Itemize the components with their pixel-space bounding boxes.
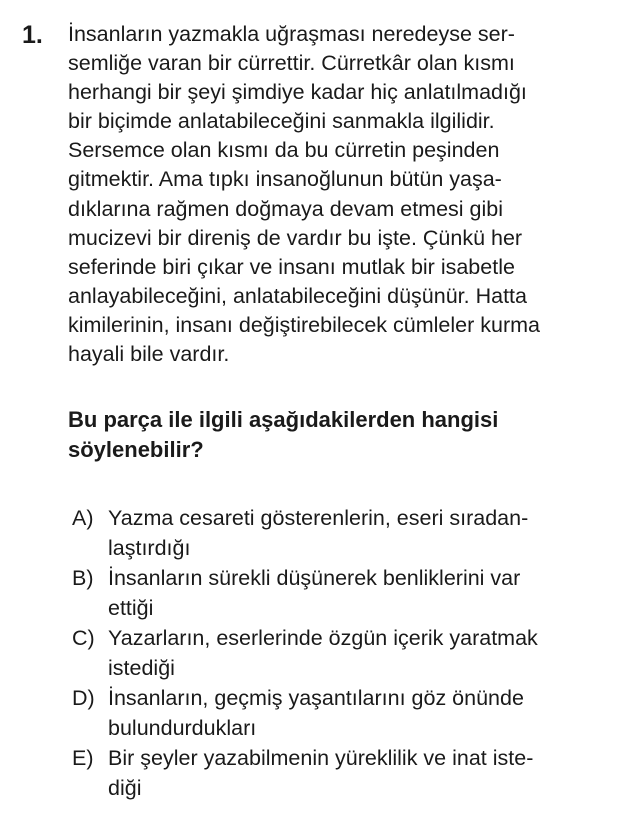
option-line: İnsanların, geçmiş yaşantılarını göz önünde [108,686,524,710]
option-letter: D) [72,686,95,710]
option-text [108,503,632,563]
option-letter: A) [72,506,94,530]
option-text [108,563,632,623]
passage-line: bir biçimde anlatabileceğini sanmakla ilgilidir. [68,109,495,134]
passage-line: Sersemce olan kısmı da bu cürretin peşinden [68,138,500,163]
passage-text [68,20,628,369]
option-line: ettiği [108,596,154,620]
option-letter: B) [72,566,94,590]
stem-line: söylenebilir? [68,437,204,462]
passage-line: seferinde biri çıkar ve insanı mutlak bir isabetle [68,254,515,279]
option-b[interactable] [72,563,632,623]
passage-line: semliğe varan bir cürrettir. Cürretkâr olan kısmı [68,51,515,76]
option-line: laştırdığı [108,536,191,560]
option-line: istediği [108,656,175,680]
passage-line: İnsanların yazmakla uğraşması neredeyse ser- [68,22,515,46]
option-line: diği [108,776,142,800]
option-line: İnsanların sürekli düşünerek benliklerini var [108,566,521,590]
option-a[interactable] [72,503,632,563]
option-line: Yazarların, eserlerinde özgün içerik yaratmak [108,626,538,650]
passage-line: mucizevi bir direniş de vardır bu işte. Çünkü her [68,225,523,250]
passage-line: dıklarına rağmen doğmaya devam etmesi gibi [68,196,503,221]
passage-line: gitmektir. Ama tıpkı insanoğlunun bütün yaşa- [68,167,502,192]
option-c[interactable] [72,623,632,683]
passage-line: herhangi bir şeyi şimdiye kadar hiç anlatılmadığı [68,80,527,105]
option-line: Bir şeyler yazabilmenin yüreklilik ve inat iste- [108,746,534,770]
stem-line: Bu parça ile ilgili aşağıdakilerden hangisi [68,407,499,432]
option-line: bulundurdukları [108,716,257,740]
passage-line: anlayabileceğini, anlatabileceğini düşünür. Hatta [68,283,527,308]
answer-options [72,503,632,803]
question-stem [68,405,628,465]
option-line: Yazma cesareti gösterenlerin, eseri sıradan- [108,506,529,530]
option-letter: E) [72,746,94,770]
option-text [108,743,632,803]
option-letter: C) [72,626,95,650]
option-d[interactable] [72,683,632,743]
question-number: 1. [22,21,43,49]
option-e[interactable] [72,743,632,803]
passage-line: hayali bile vardır. [68,342,230,367]
option-text [108,683,632,743]
passage-line: kimilerinin, insanı değiştirebilecek cümleler kurma [68,312,540,337]
option-text [108,623,632,683]
